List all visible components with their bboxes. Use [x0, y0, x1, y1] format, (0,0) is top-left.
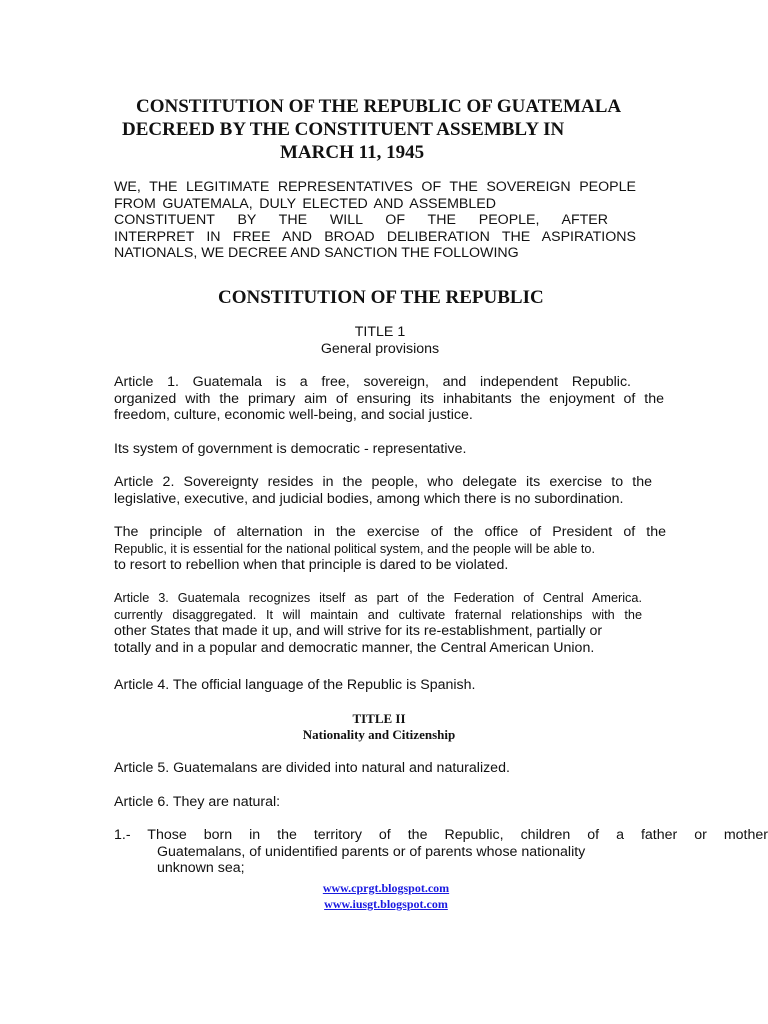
- document-title-line-3: MARCH 11, 1945: [280, 142, 425, 163]
- preamble-line-4: INTERPRET IN FREE AND BROAD DELIBERATION THE ASPIRATIONS: [114, 228, 636, 245]
- article-5: Article 5. Guatemalans are divided into natural and naturalized.: [114, 760, 510, 776]
- article-3-line-1: Article 3. Guatemala recognizes itself as part of the Federation of Central America.: [114, 591, 642, 605]
- article-3-line-3: other States that made it up, and will strive for its re-establishment, partially or: [114, 623, 603, 640]
- document-title-line-2: DECREED BY THE CONSTITUENT ASSEMBLY IN: [122, 119, 565, 140]
- article-1-line-2: organized with the primary aim of ensuring its inhabitants the enjoyment of the: [114, 390, 664, 407]
- article-6: Article 6. They are natural:: [114, 794, 281, 810]
- blog-link-cprgt[interactable]: www.cprgt.blogspot.com: [322, 881, 450, 895]
- title-1-block: [114, 324, 646, 357]
- article-1-line-1: Article 1. Guatemala is a free, sovereign, and independent Republic.: [114, 374, 631, 390]
- alternation-line-2: Republic, it is essential for the national political system, and the people will be able to.: [114, 541, 595, 556]
- article-4: Article 4. The official language of the Republic is Spanish.: [114, 677, 476, 693]
- item-1-line-1: 1.- Those born in the territory of the Republic, children of a father or mother: [114, 827, 768, 843]
- article-2: [114, 474, 652, 507]
- title-1-label: TITLE 1: [354, 324, 406, 340]
- article-3-line-2: currently disaggregated. It will maintain and cultivate fraternal relationships with the: [114, 607, 642, 622]
- preamble-line-3: CONSTITUENT BY THE WILL OF THE PEOPLE, AFTER: [114, 212, 608, 229]
- footer-links: [286, 880, 486, 912]
- preamble-line-1: WE, THE LEGITIMATE REPRESENTATIVES OF THE SOVEREIGN PEOPLE: [114, 179, 636, 195]
- item-1-line-2: Guatemalans, of unidentified parents or of parents whose nationality: [157, 843, 586, 860]
- title-1-subtitle: General provisions: [320, 340, 440, 357]
- alternation-line-1: The principle of alternation in the exercise of the office of President of the: [114, 524, 666, 540]
- preamble-line-2: FROM GUATEMALA, DULY ELECTED AND ASSEMBLED: [114, 195, 496, 212]
- title-2-label: TITLE II: [352, 711, 406, 726]
- article-2-line-1: Article 2. Sovereignty resides in the people, who delegate its exercise to the: [114, 474, 652, 490]
- article-1: [114, 374, 664, 424]
- constitution-heading: CONSTITUTION OF THE REPUBLIC: [218, 287, 544, 308]
- document-title-line-1: CONSTITUTION OF THE REPUBLIC OF GUATEMALA: [136, 96, 622, 117]
- government-system: Its system of government is democratic - representative.: [114, 441, 467, 457]
- article-3-line-4: totally and in a popular and democratic manner, the Central American Union.: [114, 639, 595, 656]
- article-2-line-2: legislative, executive, and judicial bodies, among which there is no subordination.: [114, 490, 624, 507]
- alternation-principle: [114, 524, 666, 574]
- preamble: [114, 179, 636, 262]
- alternation-line-3: to resort to rebellion when that principle is dared to be violated.: [114, 557, 509, 574]
- blog-link-iusgt[interactable]: www.iusgt.blogspot.com: [324, 897, 448, 911]
- article-1-line-3: freedom, culture, economic well-being, and social justice.: [114, 407, 473, 424]
- article-3: [114, 590, 642, 656]
- article-6-item-1: [114, 827, 768, 877]
- preamble-line-5: NATIONALS, WE DECREE AND SANCTION THE FOLLOWING: [114, 245, 519, 262]
- title-2-subtitle: Nationality and Citizenship: [302, 727, 456, 742]
- item-1-line-3: unknown sea;: [157, 860, 245, 877]
- title-2-block: [254, 711, 504, 743]
